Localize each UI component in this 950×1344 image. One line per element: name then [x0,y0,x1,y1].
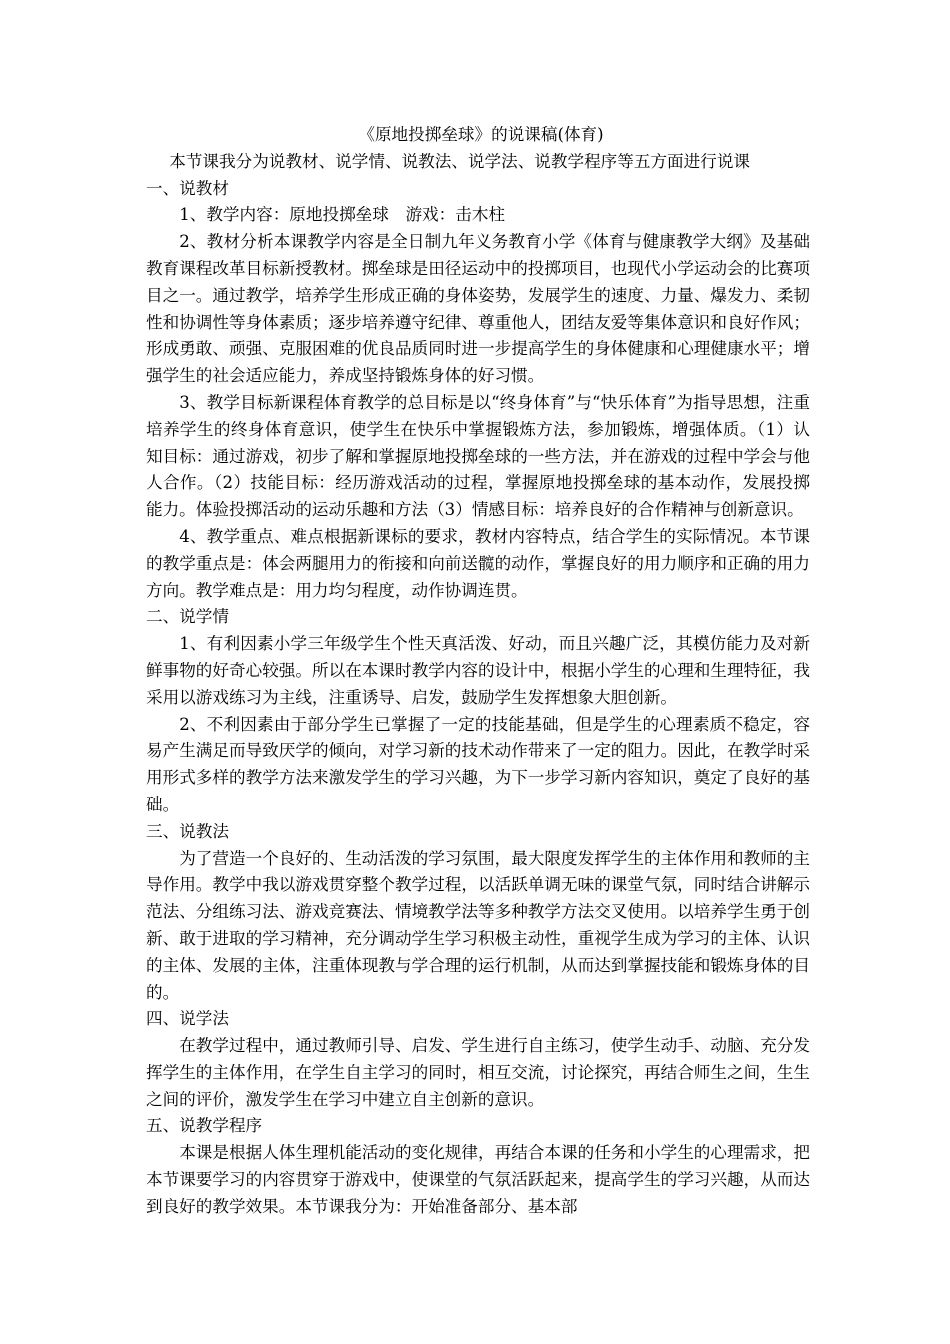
section-heading: 五、说教学程序 [146,1116,263,1136]
section-heading: 二、说学情 [146,607,229,627]
section-heading: 三、说教法 [146,821,229,841]
document-title: 《原地投掷垒球》的说课稿(体育) [358,125,604,144]
paragraph: 4、教学重点、难点根据新课标的要求，教材内容特点，结合学生的实际情况。本节课的教学重点是：体会两腿用力的衔接和向前送髋的动作，掌握良好的用力顺序和正确的用力方向。教学难点是：用力均匀程度，动作协调连贯。 [146,526,810,600]
paragraph: 本课是根据人体生理机能活动的变化规律，再结合本课的任务和小学生的心理需求，把本节课要学习的内容贯穿于游戏中，使课堂的气氛活跃起来，提高学生的学习兴趣，从而达到良好的教学效果。本节课我分为：开始准备部分、基本部 [146,1143,810,1216]
section-heading: 一、说教材 [146,178,229,198]
document-page [146,122,810,1221]
paragraph: 在教学过程中，通过教师引导、启发、学生进行自主练习，使学生动手、动脑、充分发挥学生的主体作用，在学生自主学习的同时，相互交流，讨论探究，再结合师生之间，生生之间的评价，激发学生在学习中建立自主创新的意识。 [146,1036,810,1109]
section-heading: 四、说学法 [146,1009,229,1029]
paragraph: 为了营造一个良好的、生动活泼的学习氛围，最大限度发挥学生的主体作用和教师的主导作用。教学中我以游戏贯穿整个教学过程，以活跃单调无味的课堂气氛，同时结合讲解示范法、分组练习法、游戏竞赛法、情境教学法等多种教学方法交叉使用。以培养学生勇于创新、敢于进取的学习精神，充分调动学生学习积极主动性，重视学生成为学习的主体、认识的主体、发展的主体，注重体现教与学合理的运行机制，从而达到掌握技能和锻炼身体的目的。 [146,848,810,1002]
intro-paragraph: 本节课我分为说教材、说学情、说教法、说学法、说教学程序等五方面进行说课 [169,151,751,171]
paragraph: 1、有利因素小学三年级学生个性天真活泼、好动，而且兴趣广泛，其模仿能力及对新鲜事物的好奇心较强。所以在本课时教学内容的设计中，根据小学生的心理和生理特征，我采用以游戏练习为主线，注重诱导、启发，鼓励学生发挥想象大胆创新。 [146,634,810,707]
paragraph: 2、教材分析本课教学内容是全日制九年义务教育小学《体育与健康教学大纲》及基础教育课程改革目标新授教材。掷垒球是田径运动中的投掷项目，也现代小学运动会的比赛项目之一。通过教学，培养学生形成正确的身体姿势，发展学生的速度、力量、爆发力、柔韧性和协调性等身体素质；逐步培养遵守纪律、尊重他人，团结友爱等集体意识和良好作风；形成勇敢、顽强、克服困难的优良品质同时进一步提高学生的身体健康和心理健康水平；增强学生的社会适应能力，养成坚持锻炼身体的好习惯。 [146,232,810,386]
paragraph: 2、不利因素由于部分学生已掌握了一定的技能基础，但是学生的心理素质不稳定，容易产生满足而导致厌学的倾向，对学习新的技术动作带来了一定的阻力。因此，在教学时采用形式多样的教学方法来激发学生的学习兴趣，为下一步学习新内容知识，奠定了良好的基础。 [146,714,810,814]
paragraph: 1、教学内容：原地投掷垒球 游戏：击木柱 [179,205,506,225]
paragraph: 3、教学目标新课程体育教学的总目标是以“终身体育”与“快乐体育”为指导思想，注重培养学生的终身体育意识，使学生在快乐中掌握锻炼方法，参加锻炼，增强体质。（1）认知目标：通过游戏，初步了解和掌握原地投掷垒球的一些方法，并在游戏的过程中学会与他人合作。（2）技能目标：经历游戏活动的过程，掌握原地投掷垒球的基本动作，发展投掷能力。体验投掷活动的运动乐趣和方法（3）情感目标：培养良好的合作精神与创新意识。 [146,392,810,520]
